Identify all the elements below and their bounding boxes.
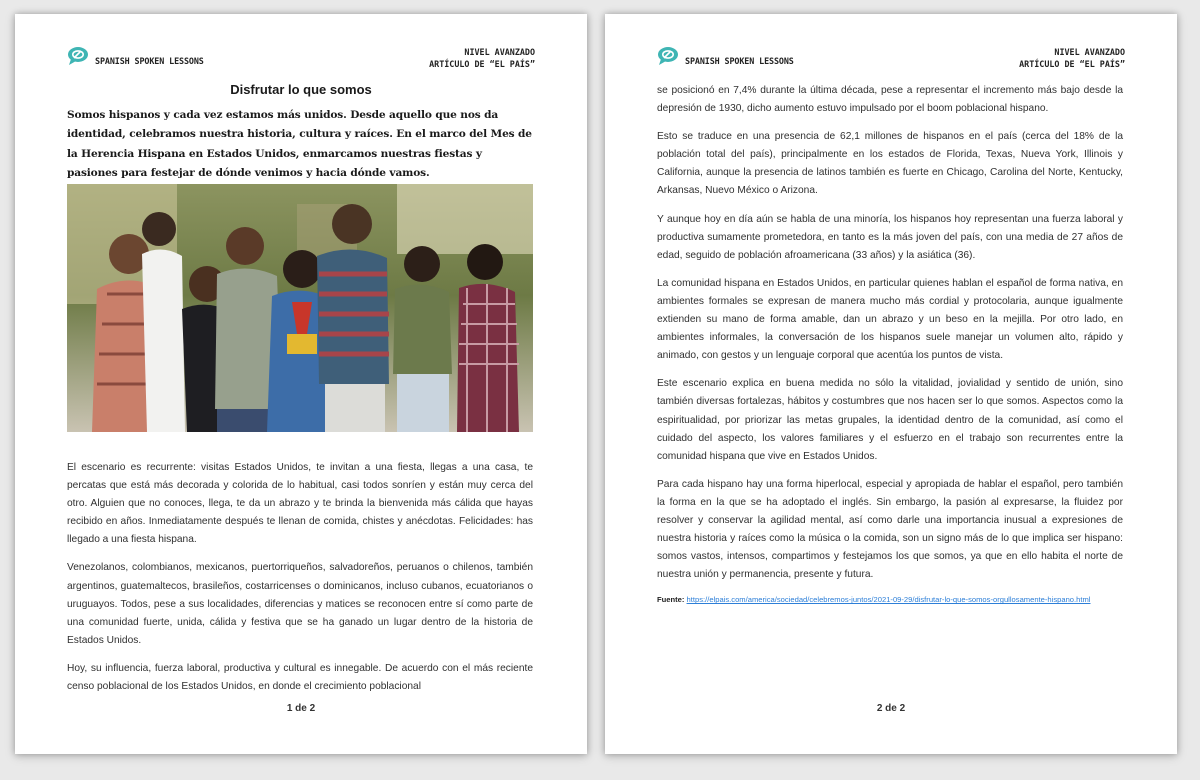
paragraph: Y aunque hoy en día aún se habla de una minoría, los hispanos hoy representan una fuerza laboral y productiva sumamente prometedora, en tanto es la más joven del país, con una media de 27 años de edad, seguido de población afroamericana (33 años) y la asiática (36).: [657, 213, 1123, 261]
paragraph: Venezolanos, colombianos, mexicanos, puertorriqueños, salvadoreños, peruanos o chilenos, también argentinos, guatemaltecos, brasileños, costarricenses o dominicanos, incluso cubanos, ecuatorianos o uruguayos. Todos, pese a sus localidades, diferencias y matices se reconocen entre sí como parte de una comunidad fuerte, unida, cálida y festiva que se ha ganado un lugar dentro de la historia de Estados Unidos.: [67, 562, 533, 646]
source-label: Fuente:: [657, 595, 685, 605]
page-2-body: [657, 82, 1123, 606]
paragraph: Hoy, su influencia, fuerza laboral, productiva y cultural es innegable. De acuerdo con el más reciente censo poblacional de los Estados Unidos, en donde el crecimiento poblacional: [67, 662, 533, 693]
header-meta: [1019, 46, 1125, 70]
paragraph: La comunidad hispana en Estados Unidos, en particular quienes hablan el español de forma nativa, en ambientes formales se expresan de manera mucho más cordial y protocolaria, aunque igualmente extienden su mano de forma amable, dan un abrazo y un beso en la mejilla. Por otro lado, en ambientes informales, la conversación de los hispanos suele manejar un volumen alto, rápido y animado, con gestos y un lenguaje corporal que acentúa los puntos de vista.: [657, 277, 1123, 362]
page-number: 1 de 2: [286, 703, 316, 714]
page-header: [67, 46, 535, 86]
brand-name: SPANISH SPOKEN LESSONS: [685, 56, 794, 66]
level-label: NIVEL AVANZADO: [1054, 47, 1125, 57]
header-meta: [429, 46, 535, 70]
document-page-1: [15, 14, 587, 754]
paragraph: El escenario es recurrente: visitas Estados Unidos, te invitan a una fiesta, llegas a una casa, te percatas que está más decorada y colorida de lo habitual, casi todos sonríen y están muy cerca del otro. Alguien que no conoces, llega, te da un abrazo y te brinda la bienvenida más cálida que hayas recibido en años. Inmediatamente después te llenan de comida, chistes y anécdotas. Felicidades: has llegado a una fiesta hispana.: [67, 462, 533, 546]
brand-name: SPANISH SPOKEN LESSONS: [95, 56, 204, 66]
brand: [657, 46, 897, 78]
page-number: 2 de 2: [876, 703, 906, 714]
paragraph: se posicionó en 7,4% durante la última década, pese a representar el incremento más bajo desde la depresión de 1930, dicho aumento estuvo impulsado por el boom poblacional hispano.: [657, 85, 1123, 115]
source-link[interactable]: https://elpais.com/america/sociedad/celebremos-juntos/2021-09-29/disfrutar-lo-que-somos-orgullosamente-hispano.html: [686, 595, 1091, 605]
paragraph: Para cada hispano hay una forma hiperlocal, especial y apropiada de hablar el español, pero también la forma en la que se ha adoptado el inglés. Sin embargo, la pasión al expresarse, la fluidez por resolver y conservar la agilidad mental, así como darle una importancia inusual a expresiones de nuestra historia y raíces como la música o la comida, son un signo más de lo que implica ser hispano: somos vastos, intensos, compartimos y festejamos los que somos, ya que en ello habita el norte de nuestra unión y permanencia, presente y futura.: [657, 478, 1123, 581]
document-page-2: [605, 14, 1177, 754]
paragraph: Esto se traduce en una presencia de 62,1 millones de hispanos en el país (cerca del 18% de la población total del país), principalmente en los estados de Florida, Texas, Nueva York, Illinois y California, aunque la presencia de latinos también es fuerte en Chicago, Carolina del Norte, Kentucky, Arkansas, Nuevo México o Arizona.: [657, 131, 1123, 197]
page-1-body: [67, 459, 533, 706]
source-citation: [657, 594, 1123, 606]
page-header: [657, 46, 1125, 86]
speech-bubbles-logo-icon: [67, 46, 93, 66]
level-label: NIVEL AVANZADO: [464, 47, 535, 57]
article-source-label: ARTÍCULO DE “EL PAÍS”: [1019, 59, 1125, 69]
article-source-label: ARTÍCULO DE “EL PAÍS”: [429, 59, 535, 69]
group-of-friends-photo: [67, 184, 533, 432]
article-lead: Somos hispanos y cada vez estamos más unidos. Desde aquello que nos da identidad, celebramos nuestra historia, cultura y raíces. En el marco del Mes de la Herencia Hispana en Estados Unidos, enmarcamos nuestras fiestas y pasiones para festejar de dónde venimos y hacia dónde vamos.: [67, 109, 532, 180]
speech-bubbles-logo-icon: [657, 46, 683, 66]
brand: [67, 46, 307, 78]
paragraph: Este escenario explica en buena medida no sólo la vitalidad, jovialidad y sentido de unión, sino también diversas fortalezas, hábitos y costumbres que nos hacen ser lo que somos. Aspectos como la espiritualidad, por priorizar las metas grupales, la identidad dentro de la comunidad, así como el cuidado del aspecto, los valores familiares y el esfuerzo en el trabajo son recurrentes entre la comunidad hispana que vive en Estados Unidos.: [657, 378, 1123, 462]
article-title: Disfrutar lo que somos: [230, 82, 372, 97]
